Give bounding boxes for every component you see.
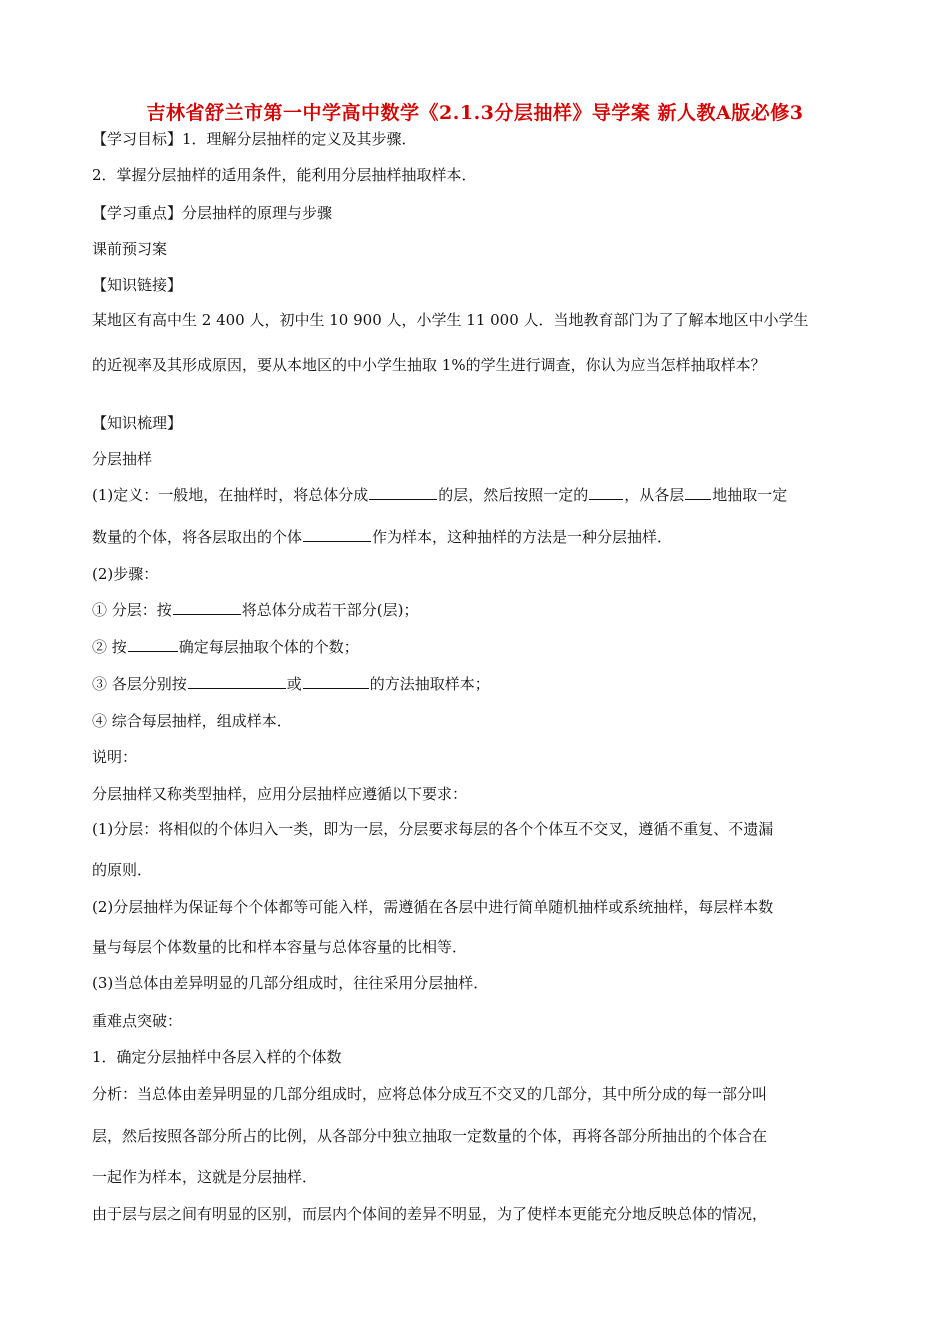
step-text: 将总体分成若干部分(层)； [241,601,419,619]
step-3 [92,673,872,694]
step-1 [92,599,872,620]
step-2 [92,636,872,657]
note-2-line-1: (2)分层抽样为保证每个个体都等可能入样，需遵循在各层中进行简单随机抽样或系统抽样，每层样本数 [92,898,774,916]
definition-text: ，从各层 [624,486,685,504]
stratified-sampling-subheading: 分层抽样 [92,450,153,468]
note-intro: 分层抽样又称类型抽样，应用分层抽样应遵循以下要求： [92,785,468,803]
analysis-line-4: 由于层与层之间有明显的区别，而层内个体间的差异不明显，为了使样本更能充分地反映总体的情况， [92,1205,768,1223]
step-text: ① 分层：按 [92,601,172,619]
definition-line-2 [92,526,872,547]
blank-field[interactable] [128,637,178,652]
step-4: ④ 综合每层抽样，组成样本． [92,712,292,730]
note-2-line-2: 量与每层个体数量的比和样本容量与总体容量的比相等． [92,938,468,956]
analysis-line-2: 层，然后按照各部分所占的比例，从各部分中独立抽取一定数量的个体，再将各部分所抽出的个体合在 [92,1127,768,1145]
learning-key-point: 【学习重点】分层抽样的原理与步骤 [92,204,333,222]
blank-field[interactable] [173,600,241,615]
difficulty-heading: 重难点突破： [92,1012,183,1030]
blank-field[interactable] [303,527,371,542]
note-1-line-1: (1)分层：将相似的个体归入一类，即为一层，分层要求每层的各个个体互不交叉，遵循不重复、不遗漏 [92,820,774,838]
step-text: 确定每层抽取个体的个数； [178,638,359,656]
knowledge-sort-heading: 【知识梳理】 [92,414,183,432]
knowledge-link-text-2: 的近视率及其形成原因，要从本地区的中小学生抽取 1%的学生进行调查，你认为应当怎样抽取样本？ [92,356,766,374]
difficulty-item-1: 1．确定分层抽样中各层入样的个体数 [92,1048,342,1066]
blank-field[interactable] [589,485,623,500]
step-text: ② 按 [92,638,127,656]
knowledge-link-heading: 【知识链接】 [92,276,183,294]
definition-text: 数量的个体，将各层取出的个体 [92,528,303,546]
blank-field[interactable] [369,485,437,500]
definition-line-1 [92,484,872,505]
step-text: ③ 各层分别按 [92,675,187,693]
definition-text: 地抽取一定 [712,486,788,504]
blank-field[interactable] [685,485,711,500]
blank-field[interactable] [303,674,369,689]
knowledge-link-text-1: 某地区有高中生 2 400 人，初中生 10 900 人，小学生 11 000 人．当地教育部门为了了解本地区中小学生 [92,311,809,329]
steps-heading: (2)步骤： [92,565,159,583]
note-heading: 说明： [92,748,138,766]
step-text: 或 [286,675,302,693]
learning-goal-2: 2．掌握分层抽样的适用条件，能利用分层抽样抽取样本． [92,166,477,184]
note-1-line-2: 的原则． [92,861,153,879]
definition-text: 的层，然后按照一定的 [438,486,589,504]
learning-goal-1: 【学习目标】1．理解分层抽样的定义及其步骤． [92,130,417,148]
blank-field[interactable] [188,674,286,689]
document-title: 吉林省舒兰市第一中学高中数学《2.1.3分层抽样》导学案 新人教A版必修3 [146,102,804,124]
definition-text: 作为样本，这种抽样的方法是一种分层抽样． [372,528,673,546]
definition-text: (1)定义：一般地，在抽样时，将总体分成 [92,486,369,504]
analysis-line-3: 一起作为样本，这就是分层抽样． [92,1168,318,1186]
preview-heading: 课前预习案 [92,240,168,258]
note-3: (3)当总体由差异明显的几部分组成时，往往采用分层抽样． [92,974,489,992]
analysis-line-1: 分析：当总体由差异明显的几部分组成时，应将总体分成互不交叉的几部分，其中所分成的每一部分叫 [92,1085,768,1103]
step-text: 的方法抽取样本； [369,675,490,693]
